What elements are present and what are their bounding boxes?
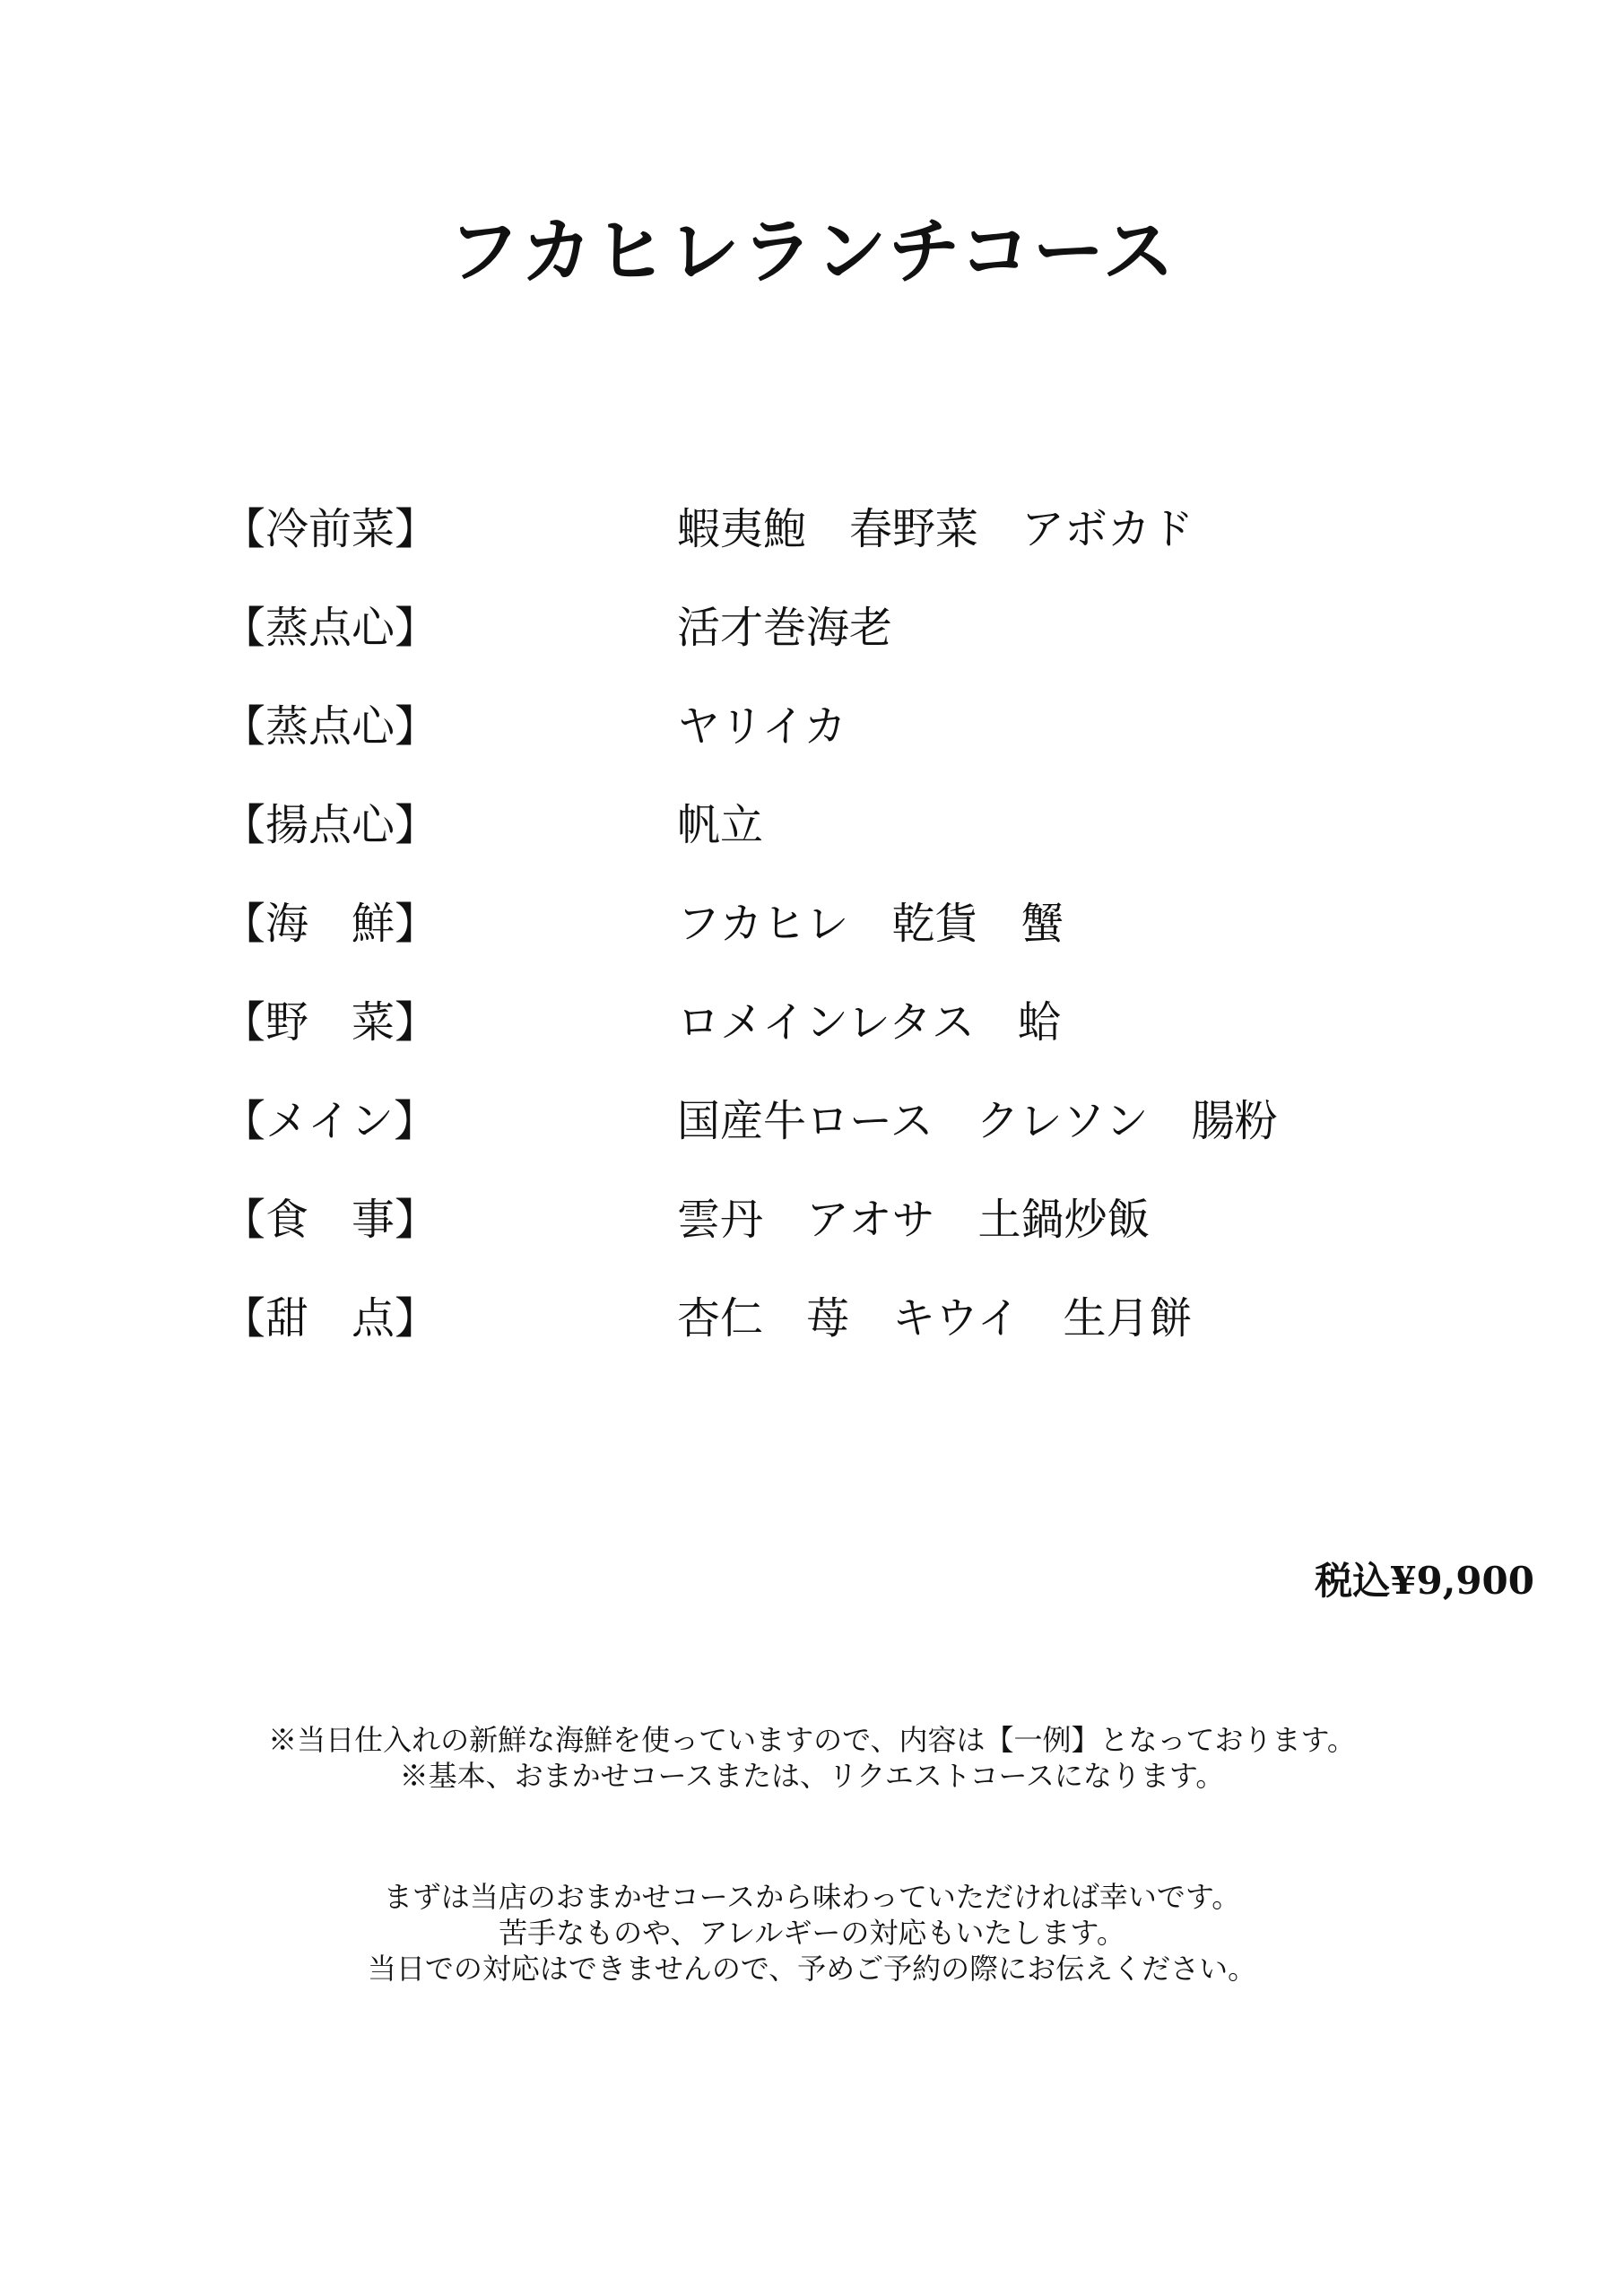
menu-dish: ヤリイカ	[677, 701, 847, 752]
menu-category: 【冷前菜】	[222, 504, 439, 554]
menu-dish: 蝦夷鮑 春野菜 アボカド	[677, 504, 1194, 554]
menu-category: 【メイン】	[222, 1096, 438, 1146]
menu-row	[0, 502, 1624, 556]
course-price: 税込¥9,900	[1315, 1559, 1534, 1603]
menu-row	[0, 601, 1624, 655]
menu-row	[0, 1193, 1624, 1247]
note-line: 苦手なものや、アレルギーの対応もいたします。	[499, 1916, 1125, 1950]
menu-row	[0, 1292, 1624, 1345]
note-line: 当日での対応はできませんので、予めご予約の際にお伝えください。	[367, 1952, 1257, 1986]
menu-dish: 帆立	[677, 800, 764, 850]
menu-category: 【食 事】	[222, 1195, 439, 1245]
notes-message	[0, 1879, 1624, 1987]
menu-category: 【揚点心】	[222, 800, 439, 850]
menu-dish: 杏仁 苺 キウイ 生月餅	[677, 1293, 1193, 1344]
note-line: ※当日仕入れの新鮮な海鮮を使っていますので、内容は【一例】となっております。	[268, 1723, 1356, 1757]
menu-dish: 活才巻海老	[677, 603, 893, 653]
notes-disclaimer	[0, 1722, 1624, 1794]
menu-category: 【蒸点心】	[222, 603, 439, 653]
menu-dish: 雲丹 アオサ 土鍋炒飯	[677, 1195, 1151, 1245]
menu-category: 【甜 点】	[222, 1293, 439, 1344]
menu-row	[0, 700, 1624, 753]
menu-dish: 国産牛ロース クレソン 腸粉	[677, 1096, 1278, 1146]
menu-category: 【蒸点心】	[222, 701, 439, 752]
menu-row	[0, 1094, 1624, 1148]
menu-category: 【野 菜】	[222, 997, 439, 1048]
menu-category: 【海 鮮】	[222, 899, 439, 949]
note-line: まずは当店のおまかせコースから味わっていただければ幸いです。	[383, 1880, 1241, 1914]
menu-row	[0, 996, 1624, 1049]
menu-row	[0, 897, 1624, 951]
menu-row	[0, 798, 1624, 852]
menu-dish: フカヒレ 乾貨 蟹	[677, 899, 1064, 949]
note-line: ※基本、おまかせコースまたは、リクエストコースになります。	[399, 1759, 1225, 1793]
page-title: フカヒレランチコース	[447, 209, 1177, 293]
menu-dish: ロメインレタス 蛤	[677, 997, 1061, 1048]
